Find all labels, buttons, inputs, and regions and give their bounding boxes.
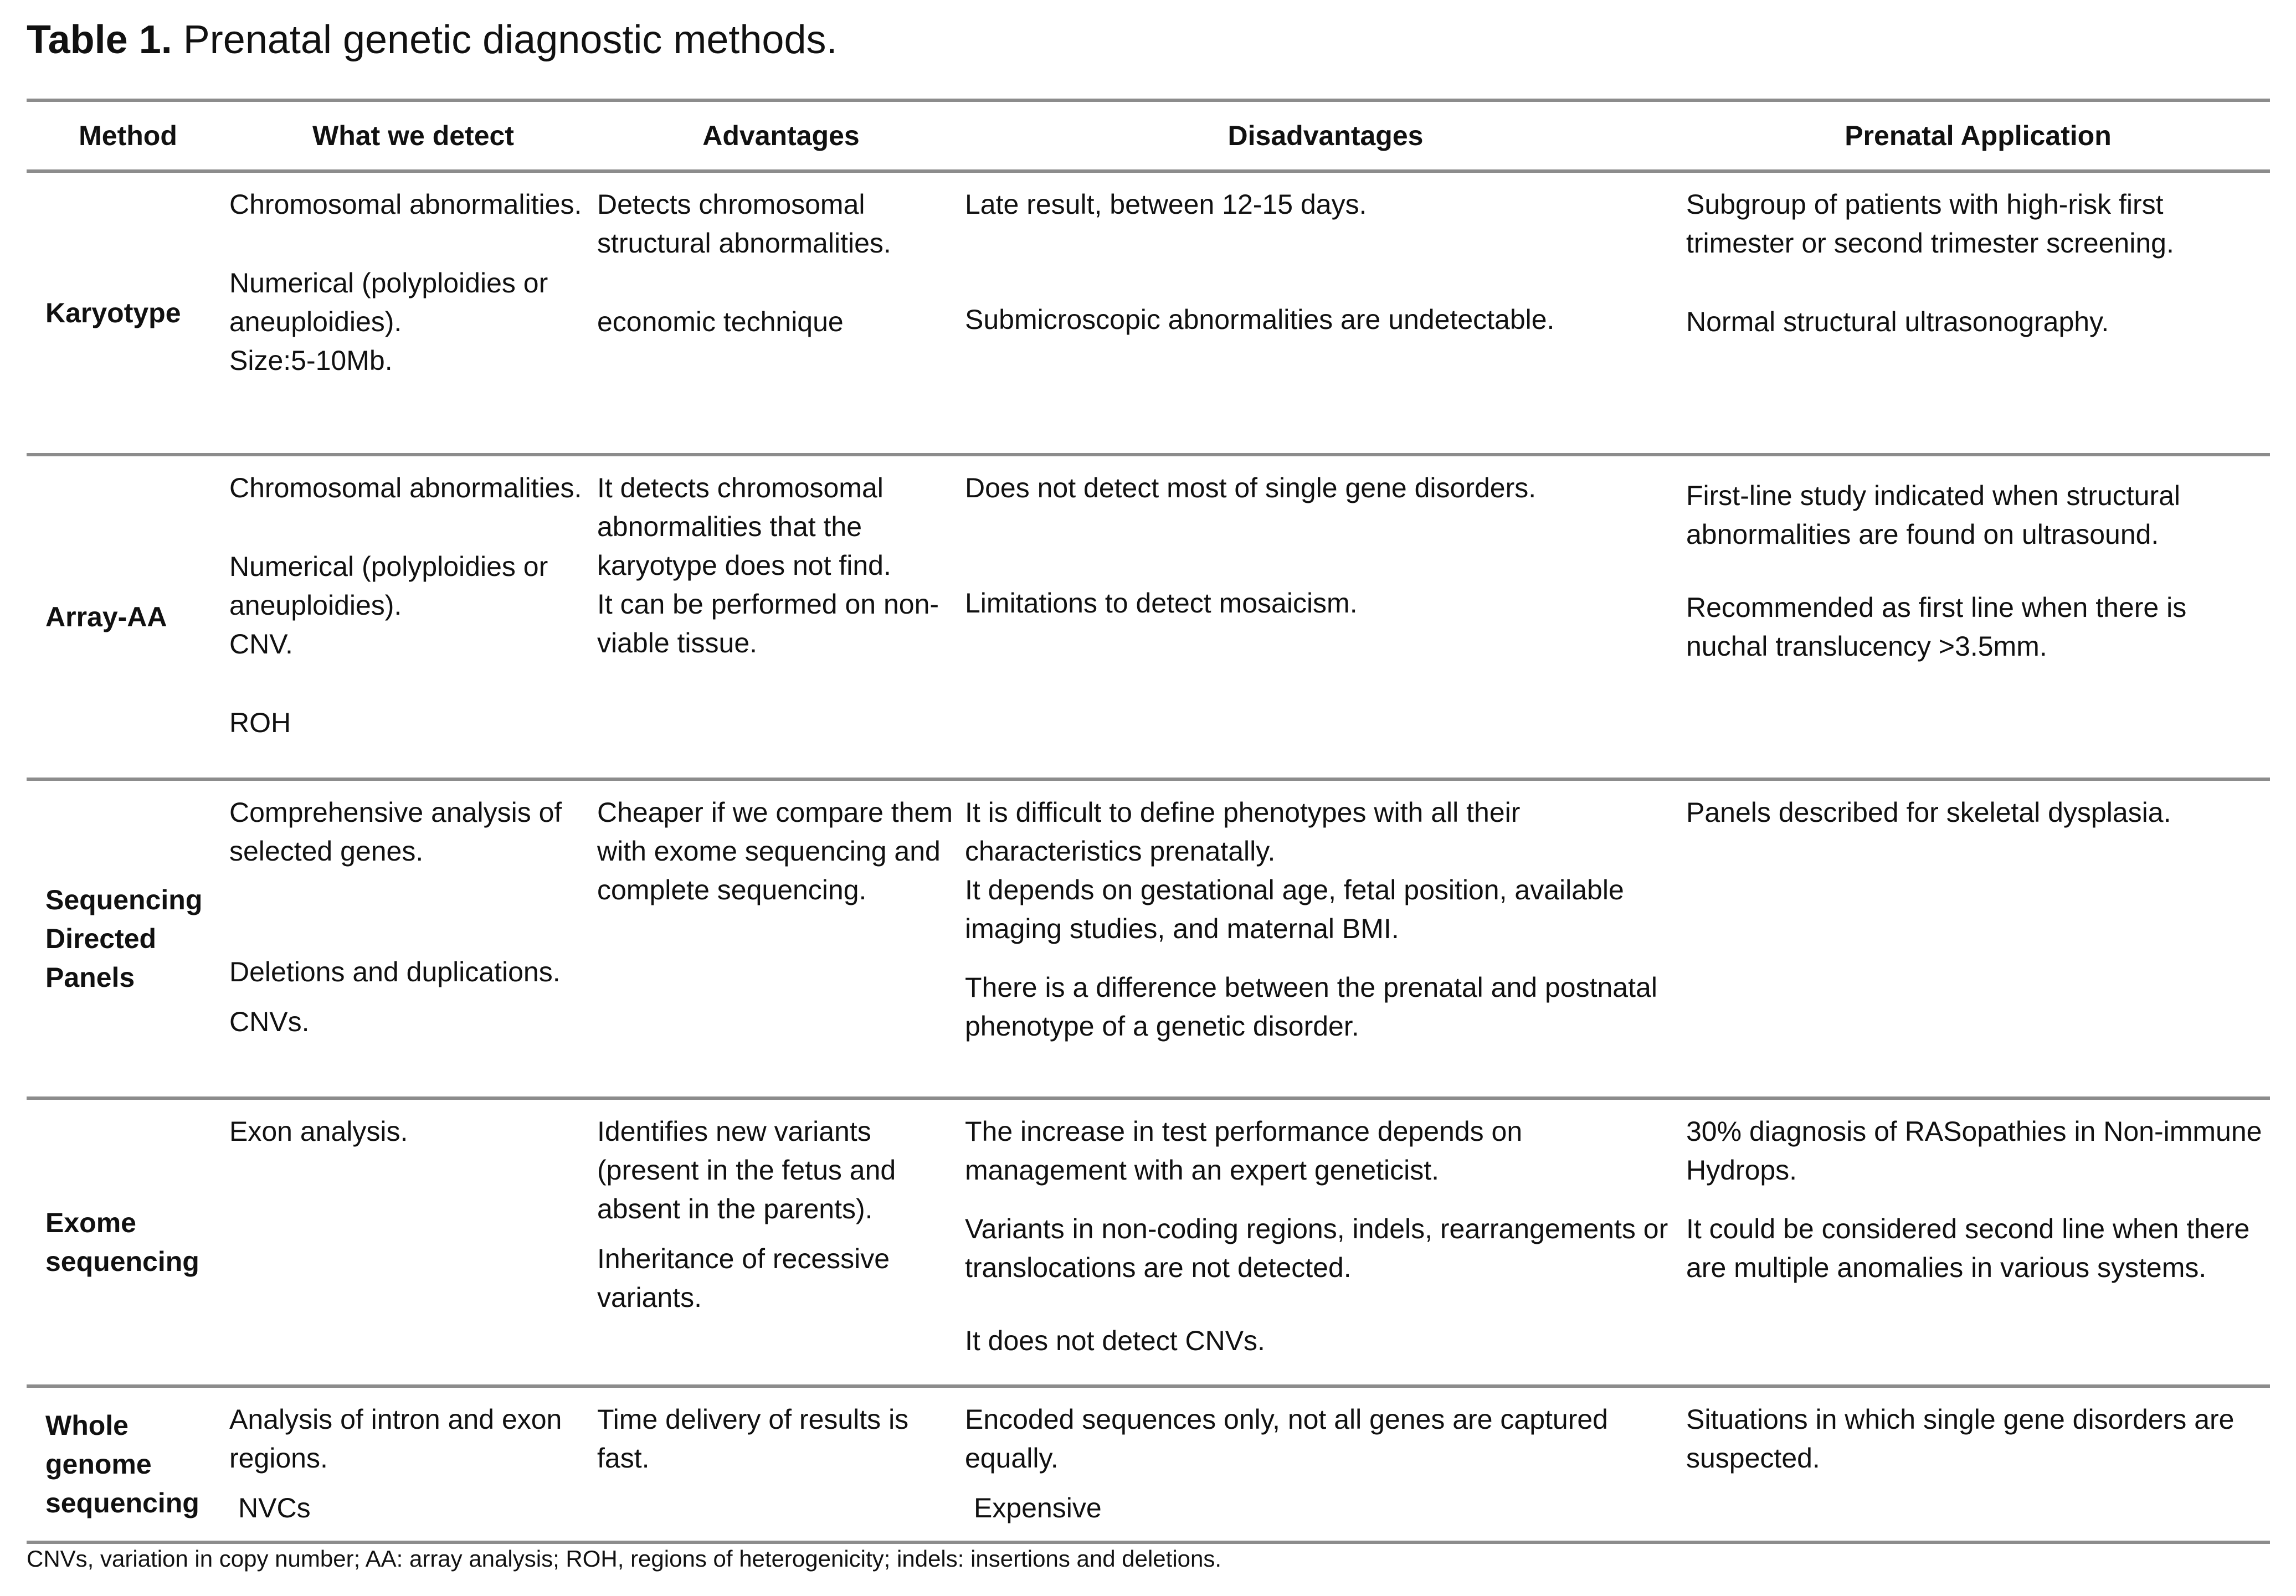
header-disadvantages: Disadvantages [1227,120,1424,151]
detect-cell [229,455,597,779]
detect-item: NVCs [238,1492,311,1523]
table-row [27,455,2270,779]
advantages-cell [597,1386,965,1542]
disadvantages-cell [965,455,1686,779]
application-cell [1686,1098,2270,1386]
disadvantages-cell [965,1386,1686,1542]
detect-item: Deletions and duplications. [229,956,561,987]
advantages-cell [597,455,965,779]
table-caption: Prenatal genetic diagnostic methods. [172,18,838,62]
application-cell [1686,779,2270,1098]
table-row [27,1098,2270,1386]
disadvantage-item: Late result, between 12-15 days. [965,189,1367,220]
diagnostic-methods-table [27,99,2270,1544]
advantage-item: Inheritance of recessive variants. [597,1243,890,1313]
detect-item: Comprehensive analysis of selected genes. [229,797,562,867]
application-cell [1686,171,2270,455]
advantage-item: It detects chromosomal abnormalities that the karyotype does not find. [597,472,891,581]
advantage-item: Time delivery of results is fast. [597,1404,909,1474]
application-item: Situations in which single gene disorders are suspected. [1686,1404,2235,1474]
advantage-item: Detects chromosomal structural abnormalities. [597,189,891,259]
disadvantage-item: Does not detect most of single gene disorders. [965,472,1537,503]
disadvantages-cell [965,1098,1686,1386]
detect-item: Numerical (polyploidies or aneuploidies). [229,551,548,621]
table-title [27,12,838,68]
application-item: Recommended as first line when there is nuchal translucency >3.5mm. [1686,592,2187,662]
application-item: First-line study indicated when structural abnormalities are found on ultrasound. [1686,480,2181,550]
disadvantage-item: It depends on gestational age, fetal position, available imaging studies, and maternal BMI. [965,874,1624,944]
disadvantages-cell [965,171,1686,455]
header-advantages: Advantages [702,120,860,151]
detect-cell [229,1386,597,1542]
disadvantage-item: Submicroscopic abnormalities are undetectable. [965,304,1555,335]
detect-cell [229,1098,597,1386]
application-item: Subgroup of patients with high-risk first trimester or second trimester screening. [1686,189,2174,259]
advantages-cell [597,171,965,455]
disadvantage-item: It is difficult to define phenotypes with all their characteristics prenatally. [965,797,1521,867]
header-method: Method [79,120,177,151]
application-item: It could be considered second line when there are multiple anomalies in various systems. [1686,1213,2250,1283]
header-prenatal-application: Prenatal Application [1845,120,2112,151]
header-what-we-detect: What we detect [312,120,514,151]
detect-cell [229,779,597,1098]
table-row [27,171,2270,455]
table-row [27,1386,2270,1542]
application-cell [1686,455,2270,779]
detect-item: ROH [229,707,291,738]
advantage-item: Cheaper if we compare them with exome sequencing and complete sequencing. [597,797,953,905]
disadvantage-item: Encoded sequences only, not all genes are captured equally. [965,1404,1608,1474]
table-row [27,779,2270,1098]
disadvantage-item: It does not detect CNVs. [965,1325,1265,1356]
detect-item: CNVs. [229,1006,310,1037]
disadvantage-item: Expensive [974,1492,1102,1523]
detect-item: Analysis of intron and exon regions. [229,1404,562,1474]
method-cell: Exome sequencing [45,1207,199,1277]
detect-item: Exon analysis. [229,1116,408,1147]
advantage-item: It can be performed on non-viable tissue. [597,589,939,658]
disadvantage-item: There is a difference between the prenatal and postnatal phenotype of a genetic disorder. [965,972,1657,1042]
table-label: Table 1. [27,18,172,62]
table-footnote: CNVs, variation in copy number; AA: array analysis; ROH, regions of heterogenicity; indels: insertions and deletions. [27,1546,1222,1572]
method-cell: Sequencing Directed Panels [45,884,203,993]
disadvantage-item: Limitations to detect mosaicism. [965,588,1358,619]
advantages-cell [597,1098,965,1386]
application-item: Panels described for skeletal dysplasia. [1686,797,2171,828]
method-cell: Array-AA [45,601,167,632]
disadvantage-item: The increase in test performance depends on management with an expert geneticist. [965,1116,1523,1186]
detect-item: Size:5-10Mb. [229,345,393,376]
application-item: Normal structural ultrasonography. [1686,306,2109,337]
application-item: 30% diagnosis of RASopathies in Non-immune Hydrops. [1686,1116,2262,1186]
detect-cell [229,171,597,455]
method-cell: Karyotype [45,297,181,328]
detect-item: Numerical (polyploidies or aneuploidies). [229,267,548,337]
disadvantages-cell [965,779,1686,1098]
method-cell: Whole genome sequencing [45,1410,199,1518]
detect-item: Chromosomal abnormalities. [229,472,582,503]
header-row [27,100,2270,171]
detect-item: Chromosomal abnormalities. [229,189,582,220]
advantage-item: economic technique [597,306,844,337]
advantages-cell [597,779,965,1098]
application-cell [1686,1386,2270,1542]
detect-item: CNV. [229,629,293,660]
advantage-item: Identifies new variants (present in the fetus and absent in the parents). [597,1116,896,1224]
disadvantage-item: Variants in non-coding regions, indels, rearrangements or translocations are not detected. [965,1213,1668,1283]
